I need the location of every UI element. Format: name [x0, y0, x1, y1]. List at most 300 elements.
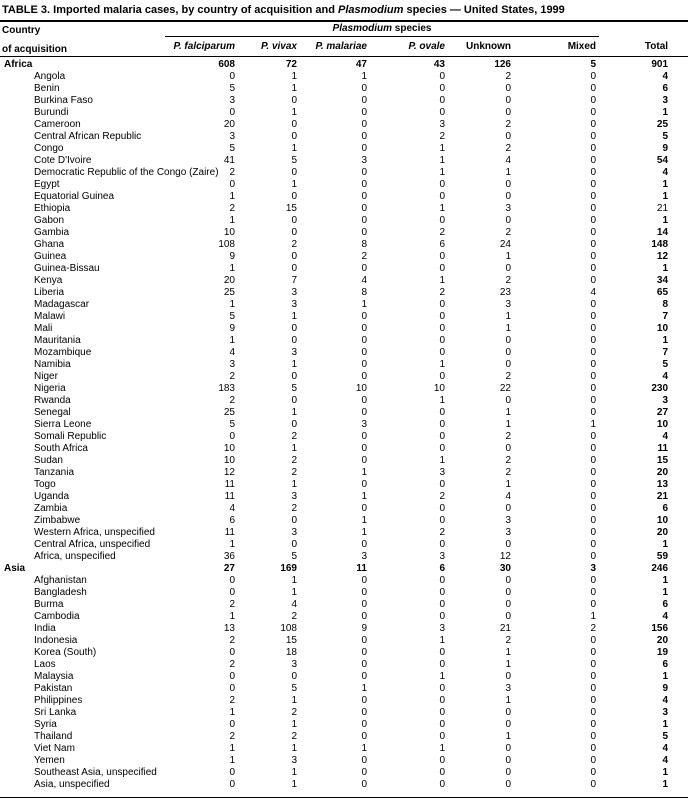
cell-vivax: 108: [280, 623, 297, 634]
cell-mixed: 0: [590, 455, 597, 466]
table-body: [0, 57, 688, 798]
cell-total: 3: [662, 395, 669, 406]
cell-mixed: 0: [590, 239, 597, 250]
cell-malariae: 0: [361, 779, 367, 790]
cell-mixed: 3: [590, 563, 597, 574]
cell-falciparum: 2: [229, 203, 235, 214]
cell-falciparum: 2: [229, 659, 235, 670]
country-row: [0, 491, 688, 503]
country-row: [0, 155, 688, 167]
row-label: Indonesia: [34, 635, 78, 646]
cell-vivax: 0: [291, 251, 297, 262]
cell-unknown: 1: [505, 695, 511, 706]
cell-total: 15: [656, 455, 669, 466]
cell-unknown: 2: [505, 143, 511, 154]
cell-malariae: 0: [361, 455, 367, 466]
cell-vivax: 1: [291, 311, 297, 322]
cell-mixed: 0: [590, 215, 597, 226]
cell-total: 27: [656, 407, 669, 418]
country-row: [0, 527, 688, 539]
table-header: [0, 22, 688, 57]
cell-malariae: 3: [361, 419, 367, 430]
cell-vivax: 1: [291, 719, 297, 730]
cell-vivax: 2: [291, 707, 297, 718]
cell-unknown: 2: [505, 431, 511, 442]
country-row: [0, 599, 688, 611]
country-row: [0, 119, 688, 131]
cell-mixed: 0: [590, 275, 597, 286]
cell-unknown: 0: [505, 263, 511, 274]
cell-ovale: 1: [439, 143, 445, 154]
cell-malariae: 0: [361, 323, 367, 334]
cell-falciparum: 3: [229, 95, 235, 106]
row-label: Burma: [34, 599, 64, 610]
cell-malariae: 0: [361, 587, 367, 598]
cell-ovale: 0: [439, 575, 445, 586]
cell-vivax: 3: [291, 527, 297, 538]
country-row: [0, 671, 688, 683]
cell-mixed: 0: [590, 263, 597, 274]
row-label: Burundi: [34, 107, 69, 118]
cell-total: 1: [662, 671, 669, 682]
cell-ovale: 0: [439, 443, 445, 454]
cell-mixed: 0: [590, 575, 597, 586]
country-row: [0, 131, 688, 143]
cell-malariae: 9: [361, 623, 367, 634]
country-row: [0, 767, 688, 779]
cell-ovale: 0: [439, 755, 445, 766]
country-row: [0, 515, 688, 527]
cell-total: 10: [656, 419, 669, 430]
cell-unknown: 1: [505, 731, 511, 742]
cell-malariae: 10: [355, 383, 367, 394]
cell-malariae: 0: [361, 227, 367, 238]
cell-total: 1: [662, 191, 669, 202]
species-spanner-heading: [165, 22, 599, 37]
row-label: Nigeria: [34, 383, 66, 394]
cell-falciparum: 0: [229, 575, 235, 586]
row-label: Togo: [34, 479, 56, 490]
cell-mixed: 0: [590, 83, 597, 94]
cell-falciparum: 2: [229, 695, 235, 706]
cell-falciparum: 5: [229, 419, 235, 430]
cell-unknown: 0: [505, 779, 511, 790]
cell-ovale: 0: [439, 719, 445, 730]
cell-falciparum: 5: [229, 143, 235, 154]
cell-unknown: 0: [505, 95, 511, 106]
cell-vivax: 1: [291, 107, 297, 118]
cell-unknown: 3: [505, 515, 511, 526]
cell-total: 4: [662, 431, 669, 442]
cell-vivax: 1: [291, 407, 297, 418]
cell-vivax: 3: [291, 659, 297, 670]
row-label: Democratic Republic of the Congo (Zaire): [34, 167, 219, 178]
cell-vivax: 0: [291, 227, 297, 238]
cell-falciparum: 1: [229, 215, 235, 226]
row-label: Malawi: [34, 311, 66, 322]
cell-ovale: 0: [439, 107, 445, 118]
cell-ovale: 0: [439, 335, 445, 346]
cell-malariae: 0: [361, 203, 367, 214]
cell-vivax: 0: [291, 335, 297, 346]
cell-ovale: 0: [439, 731, 445, 742]
country-row: [0, 335, 688, 347]
cell-mixed: 0: [590, 227, 597, 238]
cell-falciparum: 11: [224, 527, 235, 538]
cell-vivax: 2: [291, 731, 297, 742]
cell-mixed: 0: [590, 599, 597, 610]
cell-mixed: 0: [590, 767, 597, 778]
cell-vivax: 2: [291, 239, 297, 250]
row-label: Benin: [34, 83, 60, 94]
species-spanner-rest: species: [392, 23, 432, 34]
cell-total: 59: [656, 551, 669, 562]
country-row: [0, 587, 688, 599]
cell-vivax: 2: [291, 455, 297, 466]
row-label: Southeast Asia, unspecified: [34, 767, 157, 778]
country-row: [0, 683, 688, 695]
cell-falciparum: 1: [229, 299, 235, 310]
species-spanner-genus: Plasmodium: [332, 23, 393, 34]
malaria-cases-table: [0, 22, 688, 798]
cell-mixed: 0: [590, 179, 597, 190]
cell-total: 25: [656, 119, 669, 130]
row-label: Africa, unspecified: [34, 551, 116, 562]
country-row: [0, 311, 688, 323]
cell-unknown: 3: [505, 527, 511, 538]
cell-vivax: 1: [291, 359, 297, 370]
cell-falciparum: 1: [229, 335, 235, 346]
cell-ovale: 1: [439, 275, 445, 286]
row-label: Senegal: [34, 407, 71, 418]
cell-unknown: 2: [505, 71, 511, 82]
cell-ovale: 0: [439, 695, 445, 706]
cell-total: 21: [656, 203, 669, 214]
cell-malariae: 0: [361, 131, 367, 142]
cell-total: 4: [662, 611, 669, 622]
cell-ovale: 0: [439, 71, 445, 82]
cell-ovale: 10: [433, 383, 445, 394]
row-label: Uganda: [34, 491, 70, 502]
cell-mixed: 0: [590, 719, 597, 730]
country-row: [0, 731, 688, 743]
cell-falciparum: 0: [229, 431, 235, 442]
cell-vivax: 3: [291, 287, 297, 298]
country-row: [0, 719, 688, 731]
cell-total: 9: [662, 683, 669, 694]
country-row: [0, 779, 688, 798]
cell-falciparum: 0: [229, 107, 235, 118]
cell-malariae: 0: [361, 731, 367, 742]
row-label: Central African Republic: [34, 131, 142, 142]
cell-falciparum: 10: [223, 455, 235, 466]
country-row: [0, 611, 688, 623]
cell-unknown: 4: [505, 491, 511, 502]
cell-falciparum: 5: [229, 83, 235, 94]
cell-total: 34: [656, 275, 669, 286]
cell-total: 65: [656, 287, 669, 298]
cell-vivax: 1: [291, 443, 297, 454]
cell-total: 156: [651, 623, 669, 634]
cell-malariae: 0: [361, 671, 367, 682]
cell-ovale: 0: [439, 95, 445, 106]
cell-total: 7: [662, 311, 669, 322]
cell-vivax: 0: [291, 191, 297, 202]
cell-unknown: 0: [505, 215, 511, 226]
cell-vivax: 18: [285, 647, 297, 658]
cell-mixed: 0: [590, 587, 597, 598]
cell-unknown: 0: [505, 767, 511, 778]
cell-unknown: 0: [505, 575, 511, 586]
cell-unknown: 0: [505, 707, 511, 718]
cell-total: 6: [662, 659, 669, 670]
country-row: [0, 83, 688, 95]
cell-ovale: 0: [439, 707, 445, 718]
cell-ovale: 6: [439, 563, 445, 574]
cell-falciparum: 2: [229, 731, 235, 742]
cell-vivax: 1: [291, 179, 297, 190]
cell-unknown: 1: [505, 407, 511, 418]
row-label: Guinea-Bissau: [34, 263, 100, 274]
cell-mixed: 0: [590, 491, 597, 502]
cell-falciparum: 13: [223, 623, 235, 634]
cell-falciparum: 25: [223, 287, 235, 298]
column-head-total: Total: [599, 37, 688, 57]
cell-mixed: 0: [590, 119, 597, 130]
row-label: Burkina Faso: [34, 95, 93, 106]
cell-mixed: 4: [590, 287, 597, 298]
cell-total: 4: [662, 167, 669, 178]
country-row: [0, 407, 688, 419]
cell-mixed: 0: [590, 551, 597, 562]
cell-vivax: 0: [291, 131, 297, 142]
cell-total: 1: [662, 335, 669, 346]
cell-unknown: 0: [505, 347, 511, 358]
stub-head-line1: Country: [2, 24, 41, 36]
cell-falciparum: 0: [229, 587, 235, 598]
cell-malariae: 0: [361, 443, 367, 454]
cell-unknown: 2: [505, 467, 511, 478]
cell-mixed: 0: [590, 395, 597, 406]
cell-vivax: 1: [291, 767, 297, 778]
cell-falciparum: 2: [229, 635, 235, 646]
cell-unknown: 0: [505, 191, 511, 202]
cell-malariae: 1: [361, 299, 367, 310]
cell-falciparum: 36: [223, 551, 235, 562]
cell-mixed: 5: [590, 59, 597, 70]
country-row: [0, 419, 688, 431]
cell-unknown: 3: [505, 203, 511, 214]
cell-total: 3: [662, 95, 669, 106]
column-head-ovale: P. ovale: [370, 37, 448, 57]
country-row: [0, 167, 688, 179]
row-label: Western Africa, unspecified: [34, 527, 155, 538]
cell-malariae: 0: [361, 575, 367, 586]
cell-total: 10: [656, 323, 669, 334]
country-row: [0, 107, 688, 119]
row-label: Niger: [34, 371, 58, 382]
cell-mixed: 0: [590, 647, 597, 658]
cell-falciparum: 2: [229, 599, 235, 610]
cell-malariae: 0: [361, 371, 367, 382]
cell-total: 4: [662, 71, 669, 82]
country-row: [0, 551, 688, 563]
cell-malariae: 8: [361, 287, 367, 298]
cell-ovale: 2: [439, 491, 445, 502]
cell-total: 1: [662, 587, 669, 598]
cell-vivax: 5: [291, 155, 297, 166]
row-label: Ghana: [34, 239, 65, 250]
cell-falciparum: 10: [223, 227, 235, 238]
country-row: [0, 695, 688, 707]
cell-unknown: 1: [505, 647, 511, 658]
cell-malariae: 0: [361, 719, 367, 730]
cell-falciparum: 12: [223, 467, 235, 478]
cell-malariae: 0: [361, 359, 367, 370]
cell-ovale: 0: [439, 83, 445, 94]
cell-ovale: 2: [439, 527, 445, 538]
cell-unknown: 12: [499, 551, 511, 562]
column-head-mixed: Mixed: [514, 37, 599, 57]
cell-vivax: 7: [291, 275, 297, 286]
stub-head-line2: of acquisition: [0, 37, 165, 57]
cell-malariae: 0: [361, 335, 367, 346]
cell-total: 4: [662, 743, 669, 754]
country-row: [0, 239, 688, 251]
cell-ovale: 0: [439, 215, 445, 226]
cell-unknown: 0: [505, 443, 511, 454]
cell-malariae: 0: [361, 539, 367, 550]
country-row: [0, 539, 688, 551]
cell-ovale: 0: [439, 179, 445, 190]
cell-total: 246: [651, 563, 669, 574]
row-label: Cambodia: [34, 611, 80, 622]
cell-malariae: 0: [361, 431, 367, 442]
cell-mixed: 0: [590, 155, 597, 166]
cell-malariae: 1: [361, 515, 367, 526]
cell-mixed: 0: [590, 323, 597, 334]
cell-falciparum: 20: [223, 119, 235, 130]
cell-vivax: 1: [291, 695, 297, 706]
row-label: Pakistan: [34, 683, 73, 694]
country-row: [0, 755, 688, 767]
cell-vivax: 5: [291, 551, 297, 562]
cell-malariae: 0: [361, 599, 367, 610]
cell-malariae: 1: [361, 71, 367, 82]
row-label: Madagascar: [34, 299, 90, 310]
cell-ovale: 0: [439, 515, 445, 526]
cell-mixed: 0: [590, 635, 597, 646]
row-label: Korea (South): [34, 647, 97, 658]
cell-total: 1: [662, 107, 669, 118]
table-title: [0, 4, 688, 22]
cell-falciparum: 11: [224, 479, 235, 490]
cell-falciparum: 0: [229, 767, 235, 778]
cell-malariae: 0: [361, 191, 367, 202]
cell-unknown: 1: [505, 659, 511, 670]
country-row: [0, 647, 688, 659]
row-label: Mali: [34, 323, 53, 334]
cell-malariae: 0: [361, 95, 367, 106]
cell-total: 9: [662, 143, 669, 154]
country-row: [0, 203, 688, 215]
cell-falciparum: 5: [229, 311, 235, 322]
cell-total: 20: [656, 467, 669, 478]
cell-unknown: 0: [505, 719, 511, 730]
country-row: [0, 263, 688, 275]
cell-unknown: 0: [505, 539, 511, 550]
cell-vivax: 1: [291, 743, 297, 754]
cell-ovale: 0: [439, 191, 445, 202]
cell-ovale: 1: [439, 155, 445, 166]
cell-ovale: 1: [439, 395, 445, 406]
cell-ovale: 1: [439, 359, 445, 370]
cell-total: 1: [662, 179, 669, 190]
cell-falciparum: 9: [229, 251, 235, 262]
country-row: [0, 431, 688, 443]
cell-total: 901: [651, 59, 669, 70]
country-row: [0, 659, 688, 671]
cell-falciparum: 0: [229, 179, 235, 190]
cell-unknown: 2: [505, 227, 511, 238]
table-title-text-end: species — United States, 1999: [403, 4, 565, 16]
cell-mixed: 0: [590, 671, 597, 682]
cell-unknown: 1: [505, 311, 511, 322]
cell-malariae: 47: [355, 59, 367, 70]
country-row: [0, 467, 688, 479]
cell-ovale: 1: [439, 167, 445, 178]
cell-falciparum: 3: [229, 131, 235, 142]
cell-mixed: 0: [590, 515, 597, 526]
region-row: [0, 563, 688, 575]
row-label: Mozambique: [34, 347, 92, 358]
cell-falciparum: 11: [224, 491, 235, 502]
row-label: Asia: [4, 563, 26, 574]
cell-falciparum: 2: [229, 167, 235, 178]
cell-malariae: 3: [361, 155, 367, 166]
header-row-columns: [0, 37, 688, 57]
cell-mixed: 0: [590, 335, 597, 346]
cell-falciparum: 1: [229, 539, 235, 550]
cell-mixed: 0: [590, 755, 597, 766]
cell-vivax: 1: [291, 143, 297, 154]
cell-falciparum: 0: [229, 779, 235, 790]
row-label: Viet Nam: [34, 743, 75, 754]
cell-falciparum: 108: [218, 239, 235, 250]
cell-ovale: 3: [439, 467, 445, 478]
cell-malariae: 0: [361, 263, 367, 274]
cell-mixed: 0: [590, 695, 597, 706]
cell-mixed: 0: [590, 467, 597, 478]
country-row: [0, 743, 688, 755]
cell-falciparum: 2: [229, 395, 235, 406]
cell-falciparum: 27: [223, 563, 235, 574]
region-row: [0, 57, 688, 72]
cell-vivax: 3: [291, 299, 297, 310]
table-title-italic-genus: Plasmodium: [337, 4, 404, 16]
cell-falciparum: 1: [229, 707, 235, 718]
cell-ovale: 0: [439, 263, 445, 274]
cell-falciparum: 0: [229, 683, 235, 694]
cell-unknown: 4: [505, 155, 511, 166]
cell-ovale: 0: [439, 683, 445, 694]
country-row: [0, 359, 688, 371]
cell-ovale: 3: [439, 119, 445, 130]
country-row: [0, 443, 688, 455]
cell-ovale: 0: [439, 323, 445, 334]
row-label: Africa: [4, 59, 33, 70]
cell-falciparum: 41: [223, 155, 235, 166]
